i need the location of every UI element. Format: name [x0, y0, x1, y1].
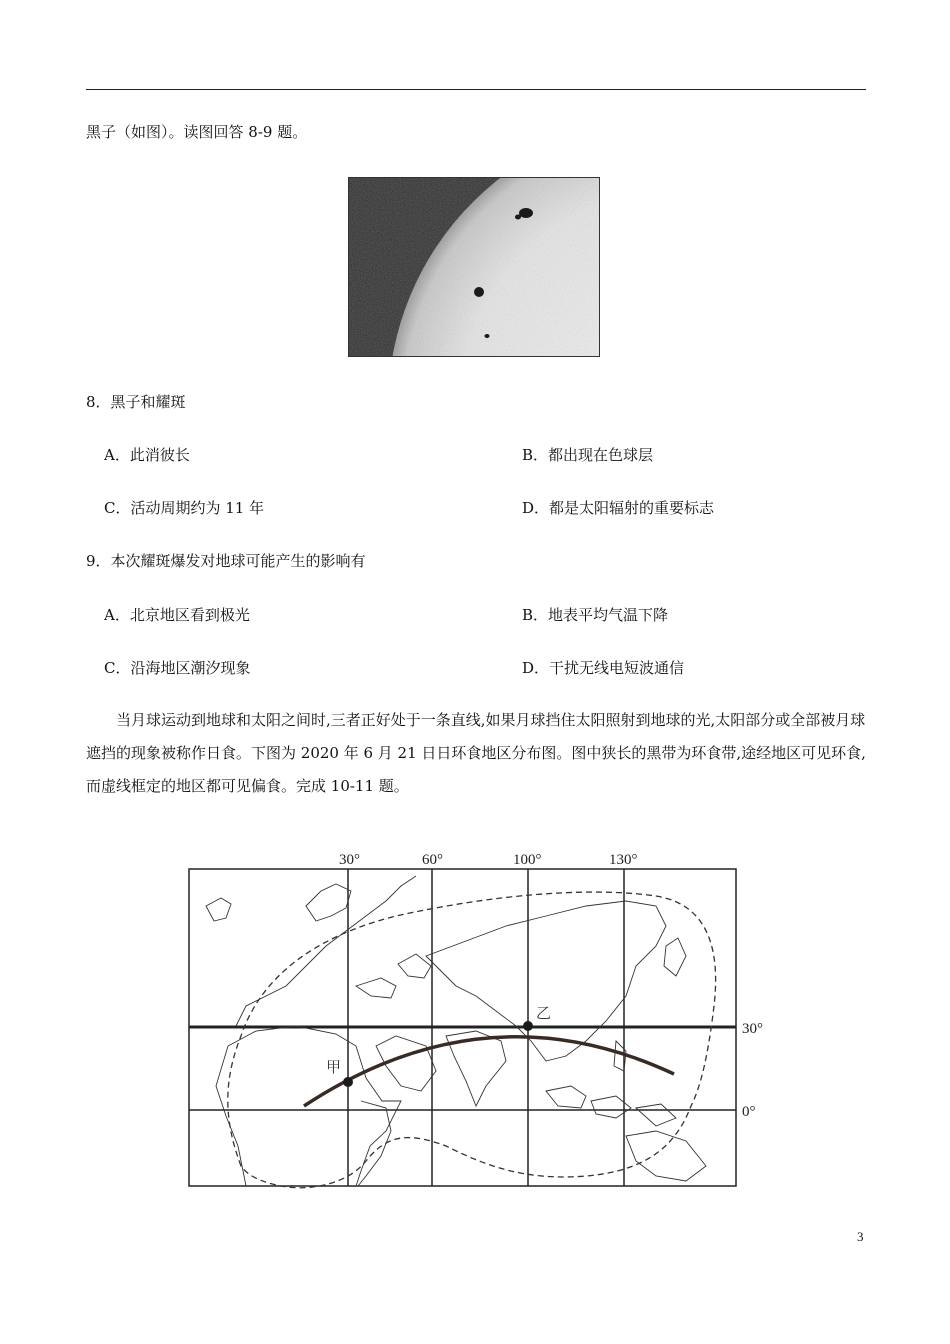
intro-text: 黑子（如图）。读图回答 8-9 题。 [86, 123, 308, 141]
question-9-option-b: B．地表平均气温下降 [522, 606, 669, 624]
point-yi-marker [523, 1021, 533, 1031]
eclipse-map [186, 846, 771, 1192]
question-8-option-d: D．都是太阳辐射的重要标志 [522, 499, 715, 517]
sunspot-photo [348, 177, 600, 357]
longitude-label-100: 100° [513, 852, 542, 868]
point-jia-label: 甲 [326, 1058, 342, 1076]
longitude-label-60: 60° [422, 852, 443, 868]
longitude-label-30: 30° [339, 852, 360, 868]
question-8-option-b: B．都出现在色球层 [522, 446, 654, 464]
annular-eclipse-band [304, 1037, 674, 1106]
question-8-stem: 8．黑子和耀斑 [86, 393, 186, 411]
question-9-option-a: A．北京地区看到极光 [104, 606, 250, 624]
question-8-option-c: C．活动周期约为 11 年 [104, 499, 265, 517]
latitude-label-30: 30° [742, 1021, 763, 1037]
page-number: 3 [857, 1229, 864, 1244]
eclipse-paragraph: 当月球运动到地球和太阳之间时,三者正好处于一条直线,如果月球挡住太阳照射到地球的光,太阳部分或全部被月球遮挡的现象被称作日食。下图为 2020 年 6 月 21 日日环食地区分布图。图中狭长的黑带为环食带,途经地区可见环食,而虚线框定的地区都可见偏食。完成 10-11 题。 [86, 711, 866, 795]
question-8-option-a: A．此消彼长 [104, 446, 190, 464]
question-9-option-d: D．干扰无线电短波通信 [522, 659, 685, 677]
question-9-stem: 9．本次耀斑爆发对地球可能产生的影响有 [86, 552, 366, 570]
point-jia-marker [343, 1077, 353, 1087]
point-yi-label: 乙 [536, 1004, 552, 1022]
latitude-label-0: 0° [742, 1104, 756, 1120]
coastlines [206, 876, 706, 1186]
longitude-label-130: 130° [609, 852, 638, 868]
question-9-option-c: C．沿海地区潮汐现象 [104, 659, 251, 677]
header-rule [86, 89, 866, 90]
